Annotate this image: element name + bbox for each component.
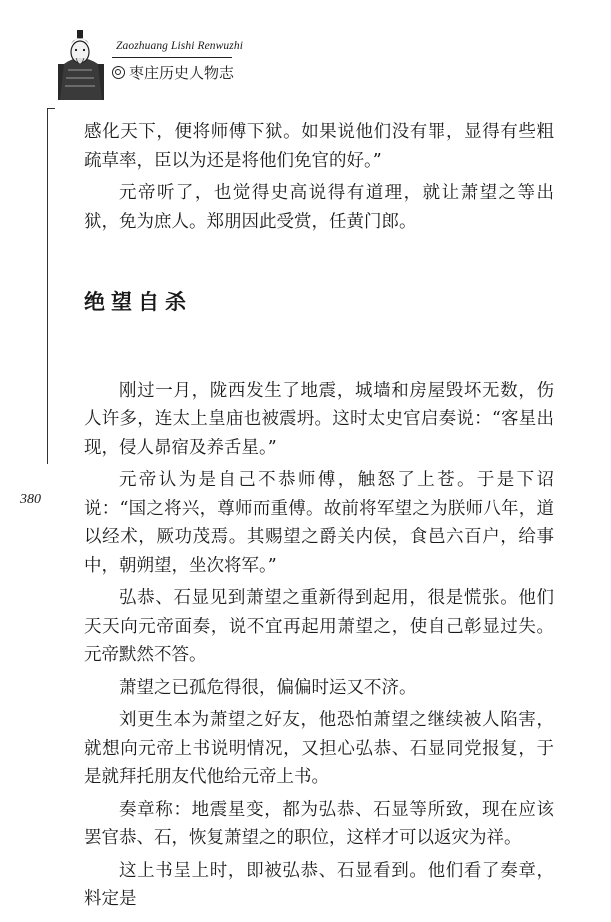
paragraph-8: 奏章称：地震星变，都为弘恭、石显等所致，现在应该罢官恭、石，恢复萧望之的职位，这样才可以返灾为祥。 <box>84 799 554 848</box>
double-circle-icon <box>112 66 125 79</box>
series-title-chinese-text: 枣庄历史人物志 <box>129 64 235 82</box>
running-header <box>50 30 270 100</box>
portrait-figure-icon <box>50 30 110 100</box>
section-title: 绝望自杀 <box>84 289 192 314</box>
paragraph-2: 元帝听了，也觉得史高说得有道理，就让萧望之等出狱，免为庶人。郑朋因此受赏，任黄门郎。 <box>84 183 554 232</box>
header-rule <box>112 57 232 58</box>
paragraph-6: 萧望之已孤危得很，偏偏时运又不济。 <box>119 677 417 698</box>
paragraph-3: 刚过一月，陇西发生了地震，城墙和房屋毁坏无数，伤人许多，连太上皇庙也被震坍。这时太史官启奏说：“客星出现，侵人昴宿及养舌星。” <box>84 380 554 458</box>
paragraph-4: 元帝认为是自己不恭师傅，触怒了上苍。于是下诏说：“国之将兴，尊师而重傅。故前将军望之为朕师八年，道以经术，厥功茂焉。其赐望之爵关内侯，食邑六百户，给事中，朝朔望，坐次将军。” <box>84 470 554 576</box>
margin-rule-tick <box>47 108 55 109</box>
series-title-english: Zaozhuang Lishi Renwuzhi <box>116 40 244 52</box>
series-title-chinese <box>112 62 234 83</box>
page-number: 380 <box>20 492 41 507</box>
body-text <box>84 118 554 918</box>
paragraph-9: 这上书呈上时，即被弘恭、石显看到。他们看了奏章，料定是 <box>84 860 554 909</box>
paragraph-1: 感化天下，便将师傅下狱。如果说他们没有罪，显得有些粗疏草率，臣以为还是将他们免官的好。” <box>84 122 554 171</box>
margin-rule-upper <box>47 108 48 464</box>
paragraph-7: 刘更生本为萧望之好友，他恐怕萧望之继续被人陷害，就想向元帝上书说明情况，又担心弘恭、石显同党报复，于是就拜托朋友代他给元帝上书。 <box>84 710 554 787</box>
paragraph-5: 弘恭、石显见到萧望之重新得到起用，很是慌张。他们天天向元帝面奏，说不宜再起用萧望之，使自己彰显过失。元帝默然不答。 <box>84 588 554 665</box>
